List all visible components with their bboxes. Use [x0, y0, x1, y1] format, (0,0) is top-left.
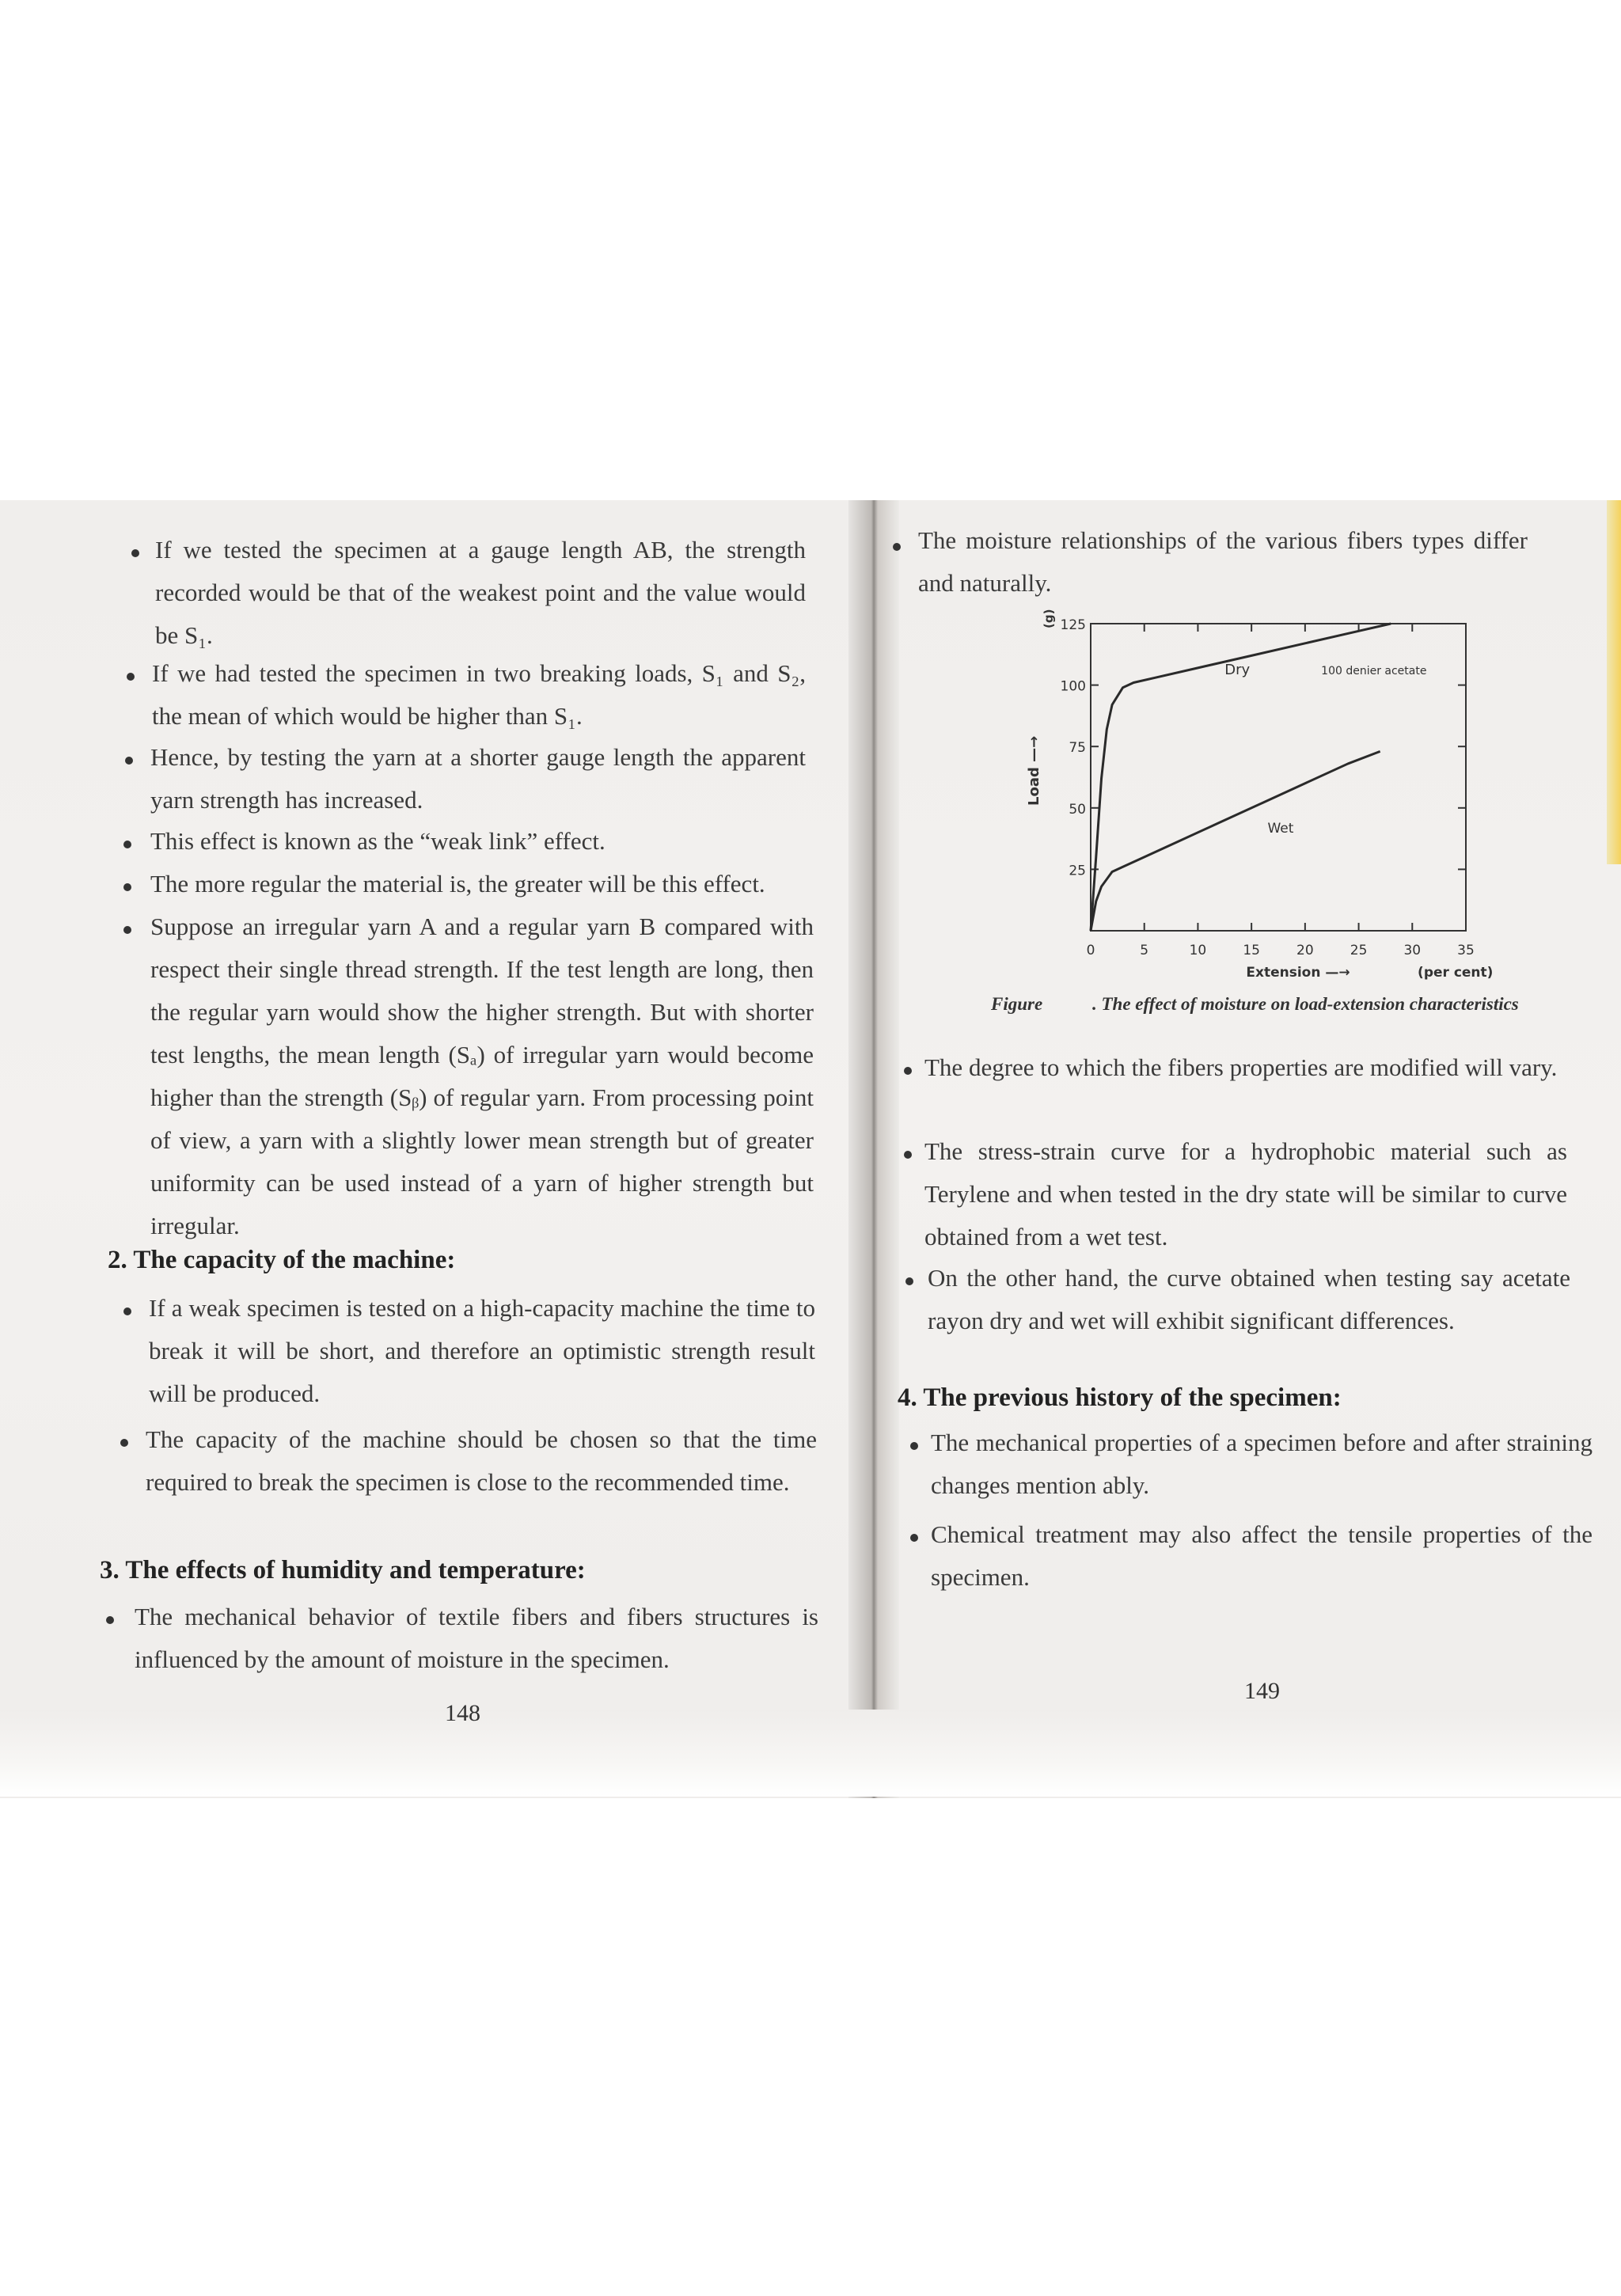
page-number-left: 148: [445, 1700, 480, 1726]
page-number-right: 149: [1244, 1678, 1280, 1704]
heading-previous-history: 4. The previous history of the specimen:: [898, 1383, 1342, 1412]
bullet-dot: [106, 1616, 114, 1624]
y-axis-unit: (g): [1042, 609, 1056, 628]
bullet-dot: [120, 1439, 128, 1447]
series-label-dry: Dry: [1224, 661, 1251, 678]
bullet-degree-modified: The degree to which the fibers properties are modified will vary.: [924, 1053, 1558, 1081]
bullet-mechanical-properties: The mechanical properties of a specimen before and after straining changes mention ably.: [931, 1429, 1593, 1499]
y-tick-label: 75: [1069, 740, 1086, 757]
page-edge: [1607, 500, 1621, 864]
x-tick-label: 30: [1403, 943, 1422, 958]
heading-humidity: 3. The effects of humidity and temperature:: [100, 1556, 586, 1584]
x-axis-unit: (per cent): [1418, 965, 1494, 981]
chart-annotation: 100 denier acetate: [1321, 664, 1427, 677]
y-axis-label: Load —→: [1026, 735, 1042, 806]
heading-machine-capacity: 2. The capacity of the machine:: [108, 1246, 456, 1274]
bullet-acetate-rayon: On the other hand, the curve obtained when testing say acetate rayon dry and wet will exhibit significant differences.: [928, 1264, 1570, 1334]
bullet-weak-link: This effect is known as the “weak link” effect.: [150, 827, 606, 855]
bullet-dot: [123, 841, 131, 848]
y-tick-label: 125: [1060, 617, 1086, 633]
x-tick-label: 5: [1140, 943, 1149, 958]
bullet-dot: [904, 1151, 912, 1159]
bullet-stress-strain: The stress-strain curve for a hydrophobic material such as Terylene and when tested in the dry state will be similar to curve obtained from a wet test.: [924, 1137, 1567, 1250]
bullet-dot: [910, 1534, 918, 1542]
book-bottom-edge: [0, 1710, 1621, 1797]
x-axis-label: Extension —→: [1246, 965, 1350, 981]
figure-caption-label: Figure: [991, 994, 1043, 1014]
bullet-dot: [131, 549, 139, 557]
bullet-machine-capacity: The capacity of the machine should be chosen so that the time required to break the specimen is close to the recommended time.: [146, 1425, 817, 1496]
x-tick-label: 20: [1296, 943, 1314, 958]
figure-caption-text: . The effect of moisture on load-extension characteristics: [1092, 994, 1519, 1014]
bullet-two-loads: If we had tested the specimen in two breaking loads, S₁ and S₂, the mean of which would be higher than S₁.: [152, 659, 806, 730]
x-tick-label: 15: [1243, 943, 1260, 958]
bullet-dot: [893, 543, 901, 551]
bullet-dot: [123, 926, 131, 934]
series-label-wet: Wet: [1267, 820, 1294, 837]
y-tick-label: 50: [1069, 801, 1086, 818]
bullet-shorter-gauge: Hence, by testing the yarn at a shorter gauge length the apparent yarn strength has increased.: [150, 743, 806, 814]
bullet-regular-material: The more regular the material is, the greater will be this effect.: [150, 870, 765, 898]
bullet-dot: [127, 673, 135, 681]
x-tick-label: 25: [1350, 943, 1368, 958]
series-line-wet: [1091, 751, 1380, 931]
bullet-dot: [904, 1067, 912, 1075]
bullet-moisture-relationships: The moisture relationships of the various fibers types differ and naturally.: [918, 526, 1528, 597]
bullet-dot: [125, 757, 133, 765]
bullet-weak-specimen: If a weak specimen is tested on a high-capacity machine the time to break it will be short, and therefore an optimistic strength result will be produced.: [149, 1294, 815, 1407]
x-tick-label: 10: [1189, 943, 1207, 958]
x-tick-label: 35: [1457, 943, 1475, 958]
load-extension-chart: [1021, 608, 1512, 996]
y-tick-label: 100: [1060, 678, 1086, 695]
bullet-yarn-comparison: Suppose an irregular yarn A and a regular yarn B compared with respect their single thread strength. If the test length are long, then the regular yarn would show the higher strength. But with shorter test lengths, the mean length (Sₐ) of irregular yarn would become higher than the strength (Sᵦ) of regular yarn. From processing point of view, a yarn with a slightly lower mean strength but of greater uniformity can be used instead of a yarn of higher strength but irregular.: [150, 913, 814, 1239]
book-gutter: [848, 500, 899, 1798]
y-tick-label: 25: [1069, 863, 1086, 879]
bullet-dot: [910, 1442, 918, 1450]
bullet-dot: [905, 1277, 913, 1285]
bullet-dot: [123, 1307, 131, 1315]
bullet-dot: [123, 883, 131, 891]
bullet-chemical-treatment: Chemical treatment may also affect the tensile properties of the specimen.: [931, 1520, 1593, 1591]
bullet-gauge-length: If we tested the specimen at a gauge length AB, the strength recorded would be that of the weakest point and the value would be S₁.: [155, 536, 806, 649]
x-tick-label: 0: [1086, 943, 1095, 958]
bullet-moisture-influence: The mechanical behavior of textile fibers and fibers structures is influenced by the amount of moisture in the specimen.: [135, 1603, 818, 1673]
